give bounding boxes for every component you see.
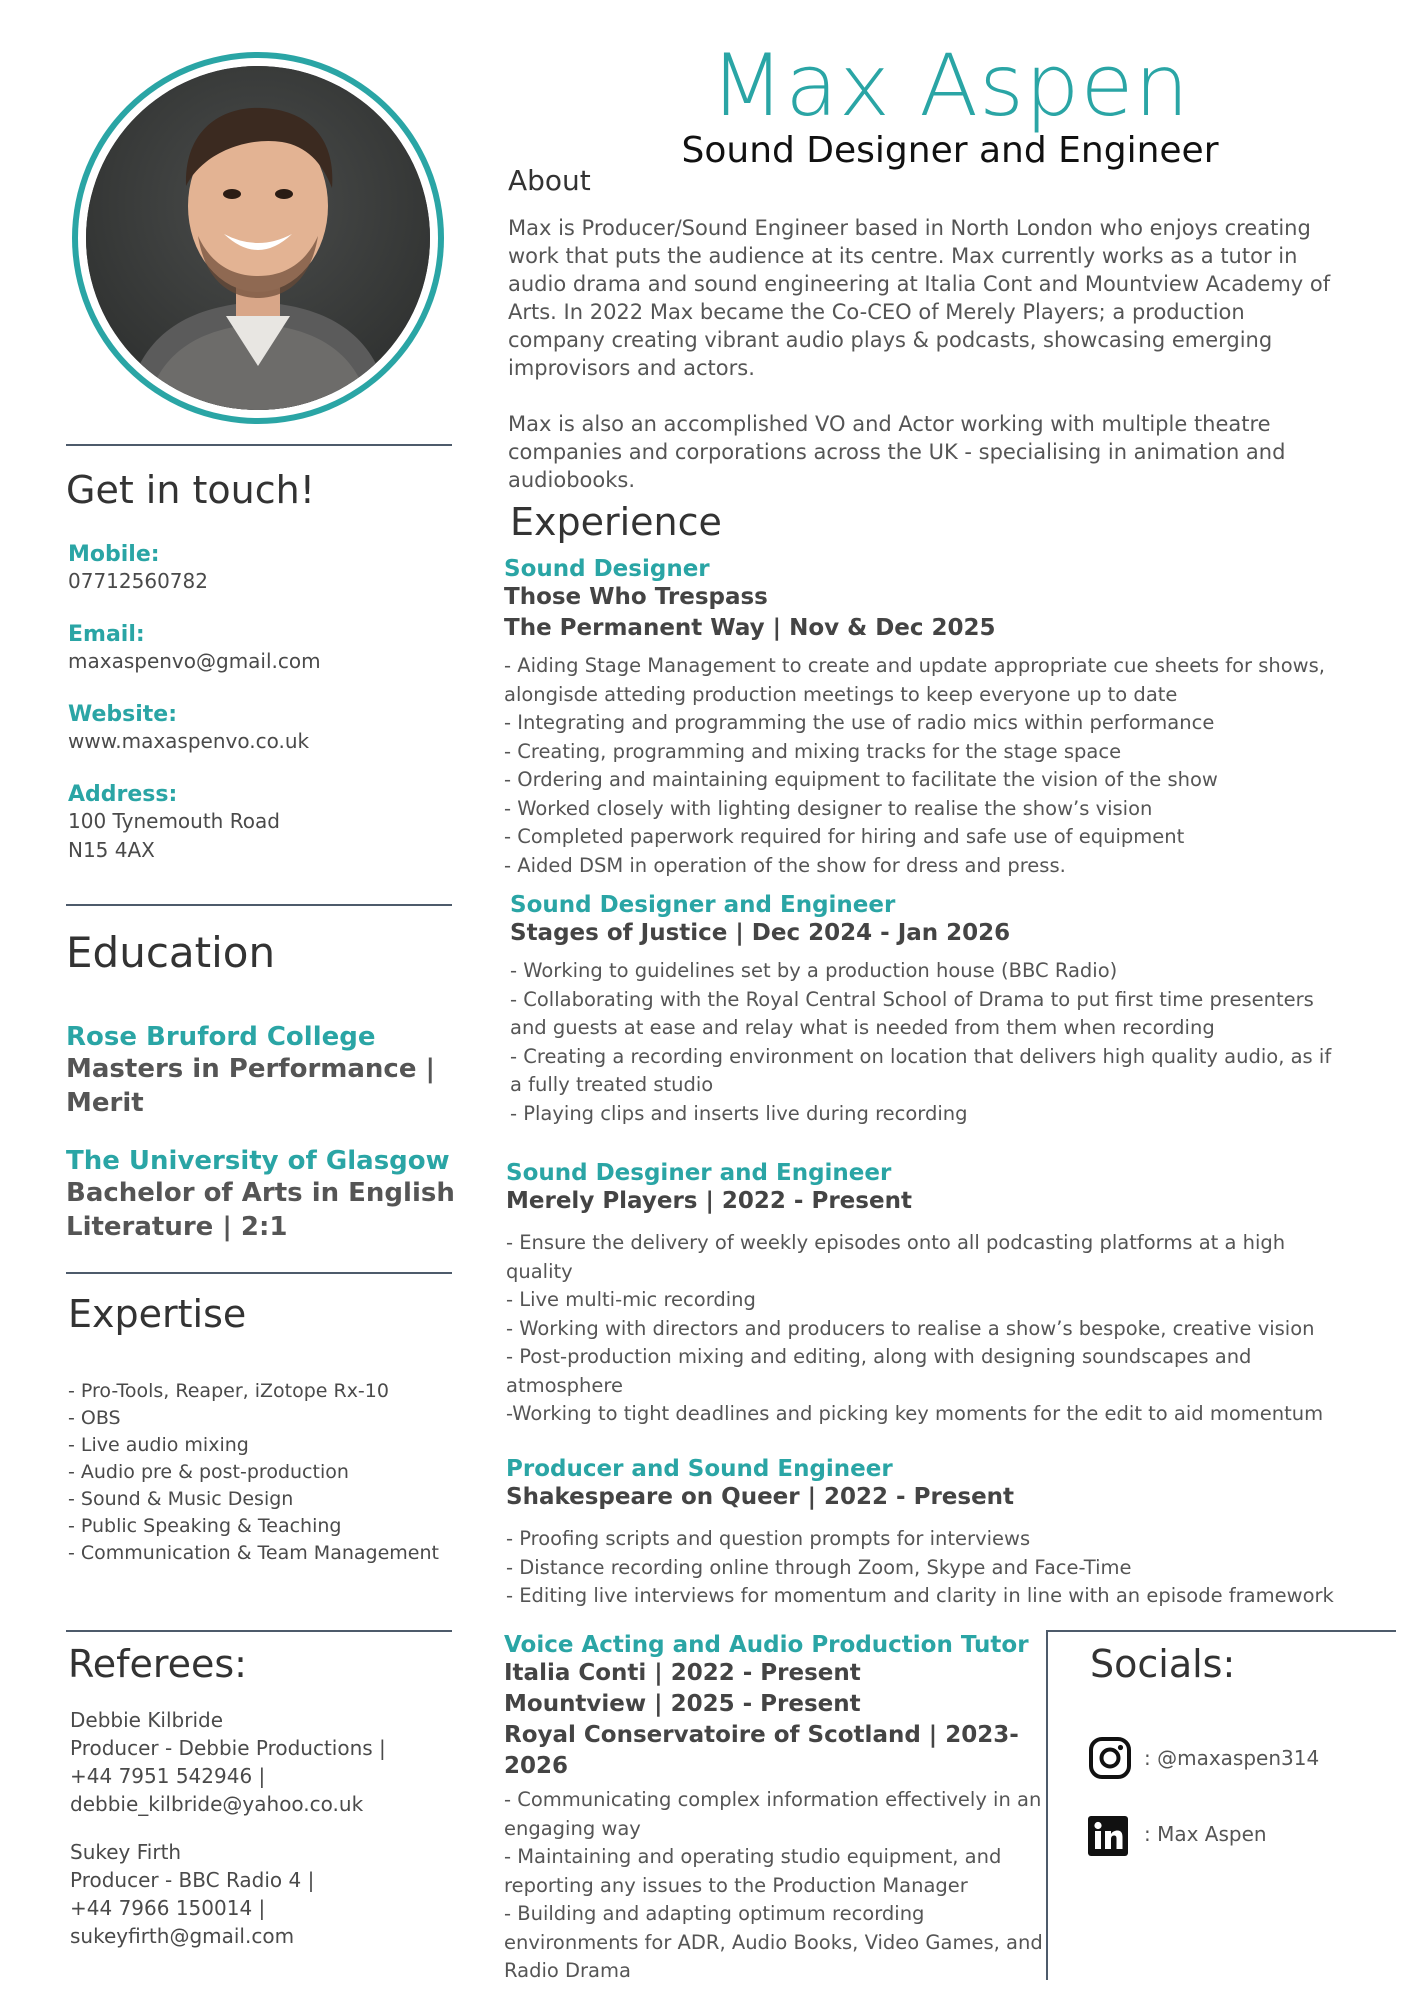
bullet-line: Radio Drama bbox=[504, 1959, 631, 1982]
profile-photo-frame bbox=[72, 52, 444, 424]
job-production: Mountview | 2025 - Present bbox=[504, 1691, 861, 1717]
job-production: Merely Players | 2022 - Present bbox=[506, 1188, 912, 1214]
expertise-list bbox=[68, 1378, 458, 1567]
about-paragraph-2: Max is also an accomplished VO and Actor working with multiple theatre companies and corporations across the UK - specialising in animation and audiobooks. bbox=[508, 412, 1286, 492]
bullet-line: - Distance recording online through Zoom, Skype and Face-Time bbox=[506, 1555, 1132, 1579]
bullet-line: - Post-production mixing and editing, along with designing soundscapes and bbox=[506, 1345, 1252, 1368]
bullet-line: reporting any issues to the Production Manager bbox=[504, 1873, 968, 1897]
job-production: Royal Conservatoire of Scotland | 2023-2026 bbox=[504, 1722, 1019, 1779]
school-name: Rose Bruford College bbox=[66, 1022, 376, 1052]
socials-divider-top bbox=[1046, 1630, 1396, 1632]
list-item: - Public Speaking & Teaching bbox=[68, 1515, 342, 1537]
education-heading: Education bbox=[66, 928, 276, 977]
experience-entry bbox=[510, 892, 1370, 1128]
referees-heading: Referees: bbox=[68, 1642, 247, 1686]
bullet-line: - Live multi-mic recording bbox=[506, 1288, 756, 1311]
job-role: Voice Acting and Audio Production Tutor bbox=[504, 1632, 1029, 1658]
bullet-line: - Creating a recording environment on location that delivers high quality audio, as if bbox=[510, 1044, 1332, 1068]
socials-heading: Socials: bbox=[1090, 1642, 1236, 1686]
profile-photo bbox=[86, 66, 430, 410]
bullet-line: alongisde atteding production meetings to keep everyone up to date bbox=[504, 682, 1178, 706]
linkedin-name[interactable]: : Max Aspen bbox=[1144, 1822, 1267, 1846]
bullet-line: - Working with directors and producers to realise a show’s bespoke, creative vision bbox=[506, 1316, 1315, 1340]
website-value[interactable]: www.maxaspenvo.co.uk bbox=[68, 729, 310, 753]
candidate-name: Max Aspen bbox=[710, 36, 1190, 136]
bullet-line: engaging way bbox=[504, 1816, 641, 1840]
degree: Bachelor of Arts in English Literature | 2:1 bbox=[66, 1178, 455, 1242]
experience-heading: Experience bbox=[510, 500, 722, 544]
education-list bbox=[66, 1022, 456, 1244]
bullet-line: - Integrating and programming the use of radio mics within performance bbox=[504, 711, 1215, 734]
contact-heading: Get in touch! bbox=[66, 468, 315, 512]
bullet-line: quality bbox=[506, 1259, 573, 1283]
job-bullets bbox=[506, 1229, 1366, 1429]
job-production: Stages of Justice | Dec 2024 - Jan 2026 bbox=[510, 920, 1011, 946]
bullet-line: atmosphere bbox=[506, 1373, 623, 1397]
bullet-line: - Creating, programming and mixing tracks for the stage space bbox=[504, 739, 1122, 763]
bullet-line: - Playing clips and inserts live during recording bbox=[510, 1101, 968, 1125]
email-label: Email: bbox=[68, 622, 145, 647]
divider bbox=[66, 904, 452, 906]
list-item: - Sound & Music Design bbox=[68, 1488, 294, 1510]
referee-1: Debbie Kilbride Producer - Debbie Productions | +44 7951 542946 | debbie_kilbride@yahoo.co.uk bbox=[70, 1708, 386, 1816]
job-bullets bbox=[504, 652, 1364, 880]
website-label: Website: bbox=[68, 702, 178, 727]
job-role: Sound Designer and Engineer bbox=[510, 892, 896, 918]
bullet-line: - Ensure the delivery of weekly episodes onto all podcasting platforms at a high bbox=[506, 1231, 1286, 1254]
instagram-icon[interactable] bbox=[1088, 1736, 1132, 1780]
degree: Masters in Performance | Merit bbox=[66, 1054, 436, 1118]
bullet-line: - Aided DSM in operation of the show for dress and press. bbox=[504, 853, 1066, 877]
divider bbox=[66, 444, 452, 446]
bullet-line: - Proofing scripts and question prompts for interviews bbox=[506, 1527, 1031, 1550]
address-value: 100 Tynemouth Road N15 4AX bbox=[68, 809, 280, 862]
about-heading: About bbox=[508, 164, 591, 197]
job-bullets bbox=[504, 1786, 1044, 1986]
job-bullets bbox=[506, 1525, 1366, 1611]
bullet-line: - Editing live interviews for momentum and clarity in line with an episode framework bbox=[506, 1584, 1334, 1607]
experience-entry bbox=[506, 1160, 1366, 1429]
mobile-value: 07712560782 bbox=[68, 569, 208, 593]
job-production: Shakespeare on Queer | 2022 - Present bbox=[506, 1484, 1015, 1510]
bullet-line: - Working to guidelines set by a production house (BBC Radio) bbox=[510, 959, 1118, 982]
bullet-line: -Working to tight deadlines and picking key moments for the edit to aid momentum bbox=[506, 1402, 1324, 1425]
address-label: Address: bbox=[68, 782, 178, 807]
experience-entry bbox=[506, 1456, 1366, 1611]
job-role: Producer and Sound Engineer bbox=[506, 1456, 893, 1482]
job-role: Sound Designer bbox=[504, 556, 710, 582]
job-production: Those Who Trespass bbox=[504, 584, 768, 610]
bullet-line: - Communicating complex information effectively in an bbox=[504, 1788, 1042, 1811]
school-name: The University of Glasgow bbox=[66, 1146, 450, 1176]
bullet-line: - Completed paperwork required for hiring and safe use of equipment bbox=[504, 825, 1185, 848]
bullet-line: a fully treated studio bbox=[510, 1073, 714, 1096]
contact-section bbox=[68, 542, 448, 865]
bullet-line: - Collaborating with the Royal Central School of Drama to put first time presenters bbox=[510, 987, 1314, 1011]
experience-entry bbox=[504, 556, 1364, 880]
bullet-line: - Aiding Stage Management to create and update appropriate cue sheets for shows, bbox=[504, 654, 1325, 677]
expertise-heading: Expertise bbox=[68, 1292, 247, 1336]
instagram-handle[interactable]: : @maxaspen314 bbox=[1144, 1746, 1320, 1770]
about-paragraph-1: Max is Producer/Sound Engineer based in North London who enjoys creating work that puts the audience at its centre. Max currently works as a tutor in audio drama and sound engineering at Italia Cont and Mountview Academy of Arts. In 2022 Max became the Co-CEO of Merely Players; a production company creating vibrant audio plays & podcasts, showcasing emerging improvisors and actors. bbox=[508, 216, 1331, 380]
list-item: - Communication & Team Management bbox=[68, 1542, 439, 1564]
divider bbox=[66, 1630, 452, 1632]
list-item: - Pro-Tools, Reaper, iZotope Rx-10 bbox=[68, 1380, 389, 1402]
bullet-line: - Maintaining and operating studio equipment, and bbox=[504, 1845, 1002, 1868]
job-role: Sound Desginer and Engineer bbox=[506, 1160, 892, 1186]
divider bbox=[66, 1272, 452, 1274]
email-value[interactable]: maxaspenvo@gmail.com bbox=[68, 649, 321, 673]
linkedin-icon[interactable] bbox=[1088, 1816, 1128, 1856]
list-item: - Audio pre & post-production bbox=[68, 1461, 349, 1483]
list-item: - OBS bbox=[68, 1407, 121, 1429]
bullet-line: and guests at ease and relay what is needed from them when recording bbox=[510, 1016, 1215, 1039]
bullet-line: - Worked closely with lighting designer to realise the show’s vision bbox=[504, 796, 1153, 820]
referee-2: Sukey Firth Producer - BBC Radio 4 | +44 7966 150014 | sukeyfirth@gmail.com bbox=[70, 1840, 315, 1948]
bullet-line: environments for ADR, Audio Books, Video Games, and bbox=[504, 1930, 1043, 1954]
job-title: Sound Designer and Engineer bbox=[681, 130, 1219, 171]
job-bullets bbox=[510, 957, 1370, 1128]
experience-entry bbox=[504, 1632, 1044, 1986]
job-production: The Permanent Way | Nov & Dec 2025 bbox=[504, 615, 996, 641]
bullet-line: - Ordering and maintaining equipment to facilitate the vision of the show bbox=[504, 768, 1218, 791]
list-item: - Live audio mixing bbox=[68, 1434, 249, 1456]
socials-divider-left bbox=[1046, 1630, 1048, 1980]
mobile-label: Mobile: bbox=[68, 542, 160, 567]
bullet-line: - Building and adapting optimum recording bbox=[504, 1902, 925, 1925]
job-production: Italia Conti | 2022 - Present bbox=[504, 1660, 861, 1686]
